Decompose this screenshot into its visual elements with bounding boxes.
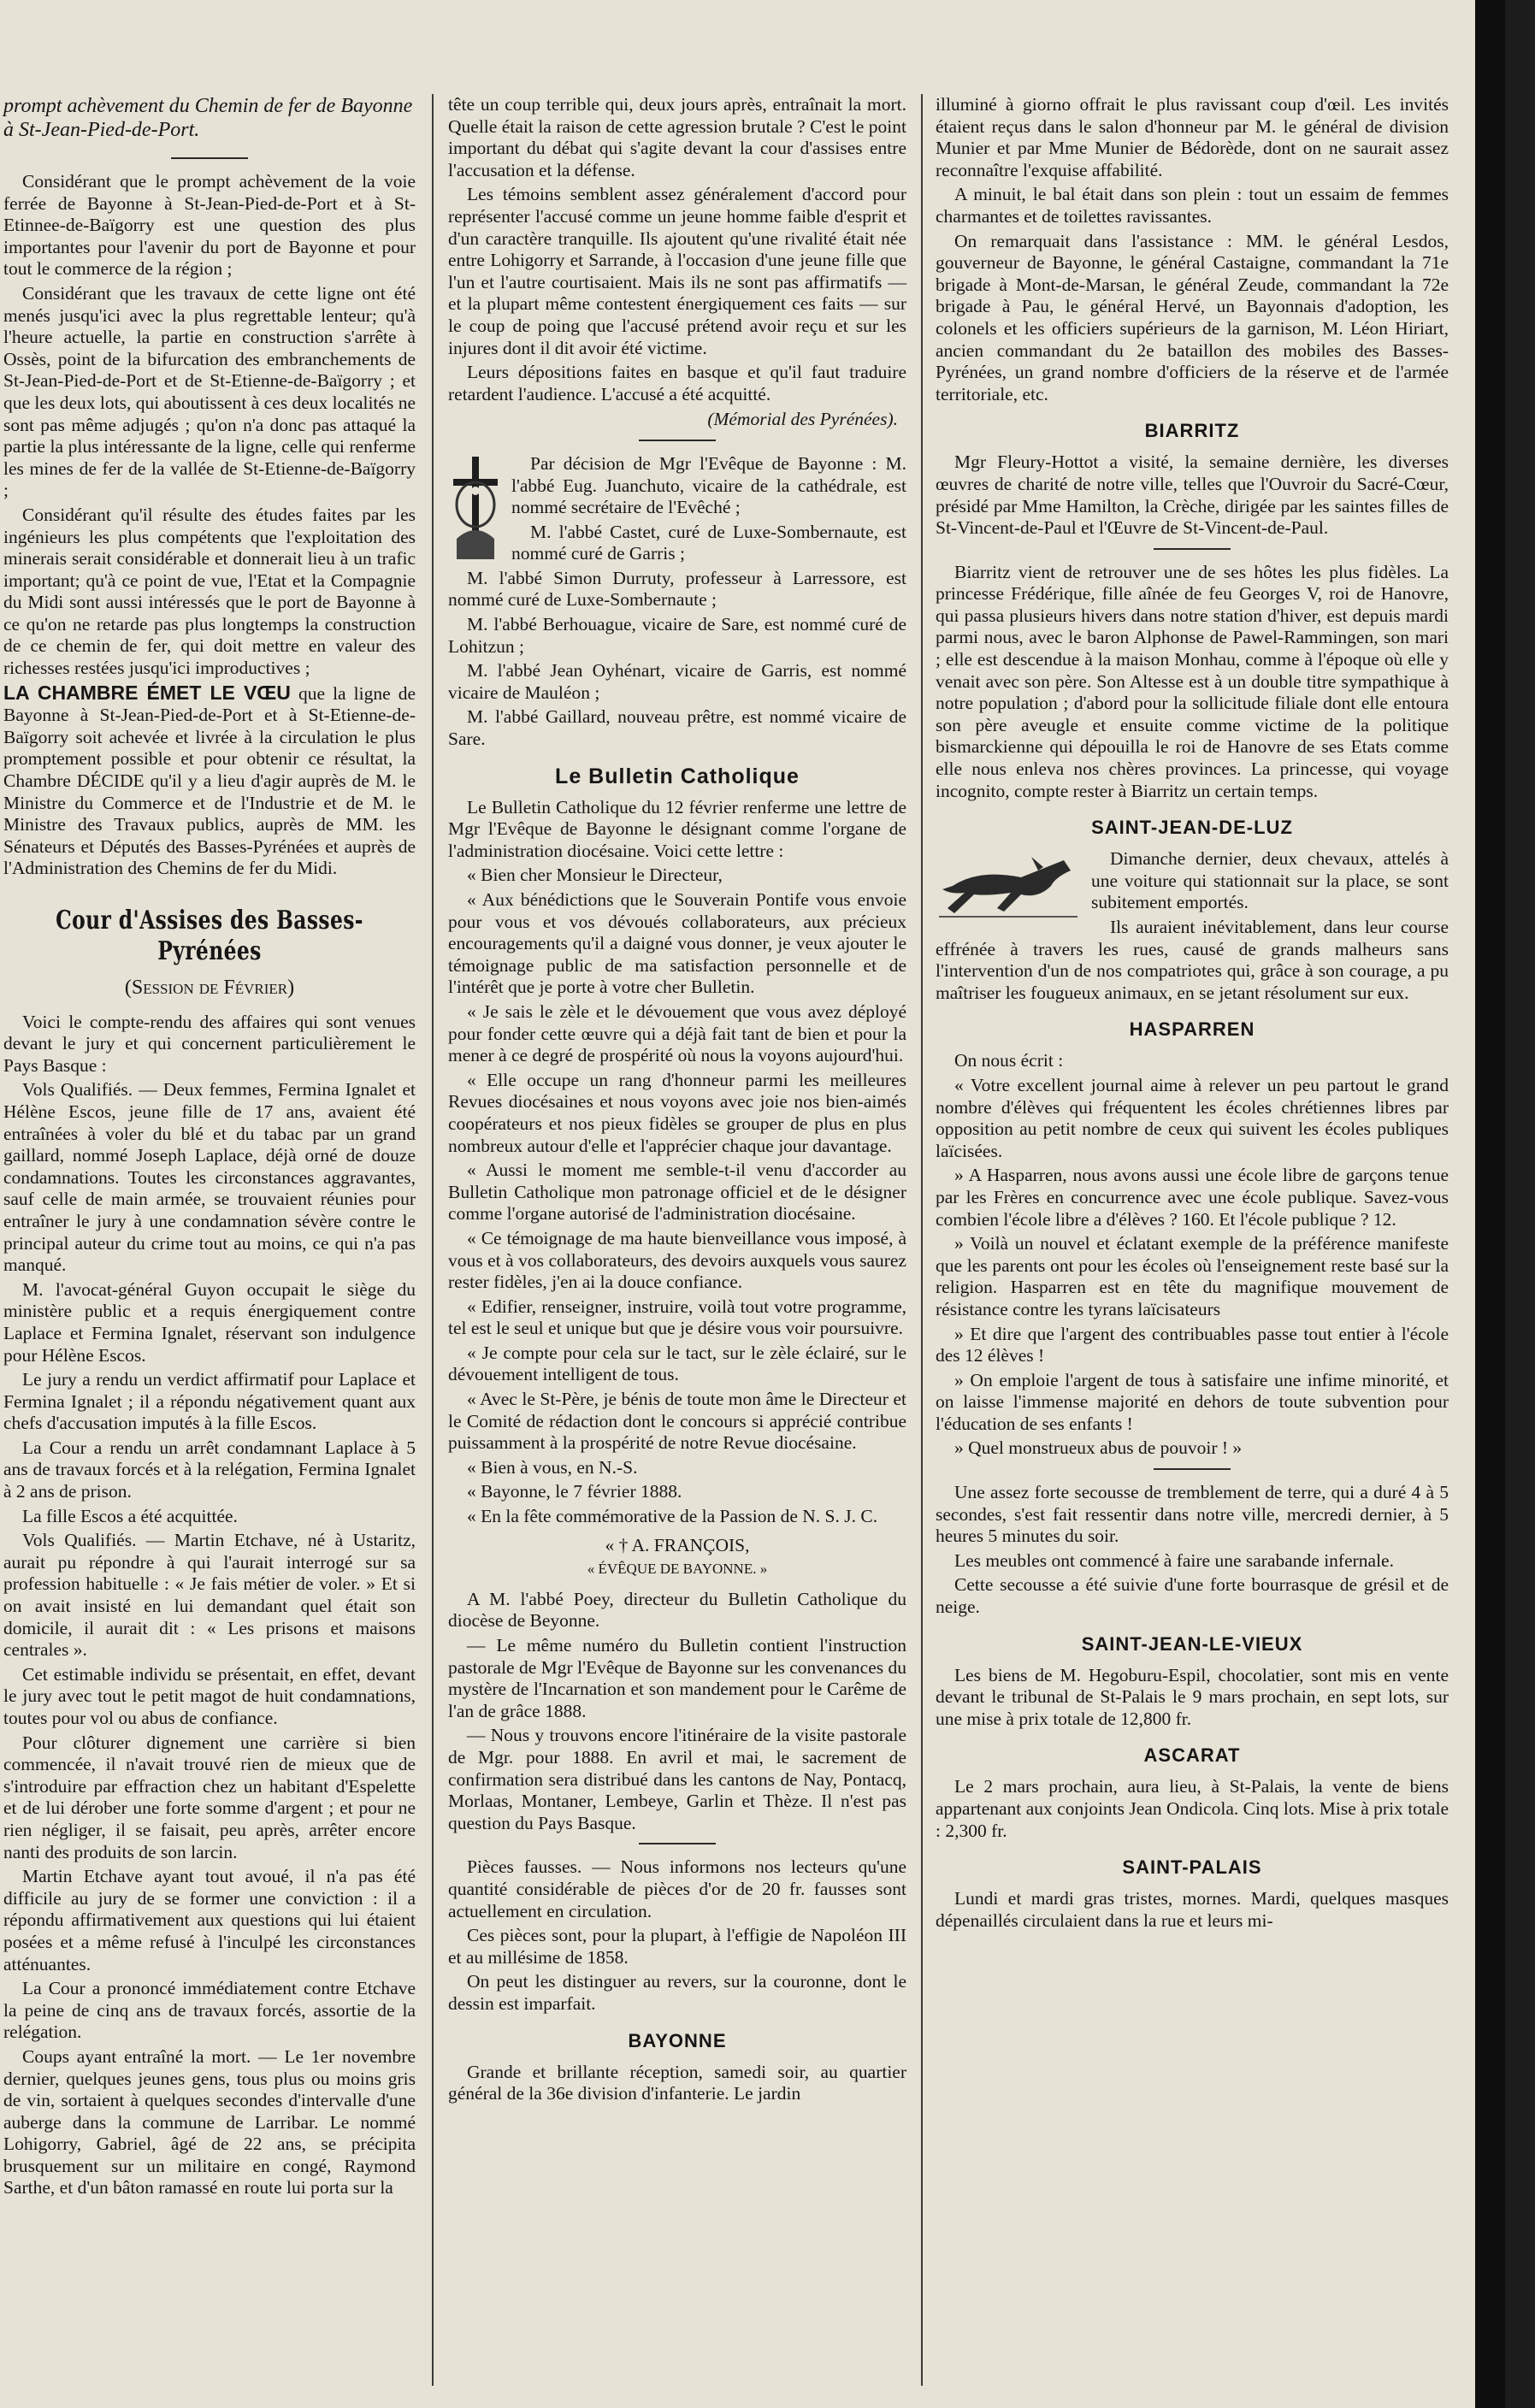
paragraph: « Avec le St-Père, je bénis de toute mon âme le Directeur et le Comité de rédaction dont le concours si apprécié contribue puissamment à la prospérité de notre Revue diocésaine. — [448, 1389, 906, 1454]
paragraph: M. l'abbé Jean Oyhénart, vicaire de Garris, est nommé vicaire de Mauléon ; — [448, 660, 906, 703]
voeu-text: que la ligne de Bayonne à St-Jean-Pied-de-Port et à St-Etienne-de-Baïgorry soit achevée et livrée à la circulation le plus promptement possible et pour obtenir ce résultat, la Chambre DÉCIDE qu'il y a lieu d'agir auprès de M. le Ministre du Commerce et de l'Industrie et de M. le Ministre des Travaux publics, auprès de MM. les Sénateurs et Députés des Basses-Pyrénées et auprès de l'Administration des Chemins de fer du Midi. — [3, 682, 416, 879]
separator — [1154, 1468, 1231, 1470]
paragraph: La fille Escos a été acquittée. — [22, 1505, 238, 1526]
paragraph: M. l'abbé Berhouague, vicaire de Sare, est nommé curé de Lohitzun ; — [448, 614, 906, 657]
section-title-ascarat: ASCARAT — [1143, 1744, 1241, 1767]
paragraph: » A Hasparren, nous avons aussi une école libre de garçons tenue par les Frères en concurrence avec une école publique. Savez-vous combien l'école libre a d'élèves ? 160. Et l'école publique ? 12. — [936, 1165, 1449, 1230]
page-edge — [1475, 0, 1505, 2408]
paragraph: « Bayonne, le 7 février 1888. — [467, 1481, 682, 1502]
paragraph: Dimanche dernier, deux chevaux, attelés à une voiture qui stationnait sur la place, se sont subitement emportés. — [1091, 848, 1449, 913]
separator — [1154, 548, 1231, 550]
separator — [639, 440, 716, 441]
paragraph: M. l'abbé Castet, curé de Luxe-Sombernaute, est nommé curé de Garris ; — [511, 521, 906, 564]
paragraph: Le jury a rendu un verdict affirmatif pour Laplace et Fermina Ignalet ; il a répondu négativement quant aux chefs d'accusation imputés à la fille Escos. — [3, 1369, 416, 1434]
separator — [639, 1843, 716, 1844]
paragraph: « Ce témoignage de ma haute bienveillance vous imposé, à vous et à vos collaborateurs, des devoirs auxquels vous saurez rester fidèles, j'en ai la douce confiance. — [448, 1227, 906, 1293]
paragraph: Biarritz vient de retrouver une de ses hôtes les plus fidèles. La princesse Frédérique, fille aînée de feu Georges V, roi de Hanovre, qui passa plusieurs hivers dans notre station d'hiver, est depuis mardi parmi nous, avec le baron Alphonse de Pawel-Rammingen, son mari ; elle est descendue à la maison Monhau, comme à l'époque où elle y venait avec son père. Son Altesse est à un double titre sympathique à notre population ; d'abord pour la sollicitude filiale dont elle entoura son père aveugle et ensuite comme victime de la politique bismarckienne qui dépouilla le roi de Hanovre de ses Etats comme elle nous enleva nos chères provinces. La princesse, qui voyage incognito, compte rester à Biarritz un certain temps. — [936, 561, 1449, 801]
paragraph: La Cour a rendu un arrêt condamnant Laplace à 5 ans de travaux forcés et à la relégation, Fermina Ignalet à 2 ans de prison. — [3, 1437, 416, 1502]
paragraph: Grande et brillante réception, samedi soir, au quartier général de la 36e division d'infanterie. Le jardin — [448, 2061, 906, 2104]
paragraph: A M. l'abbé Poey, directeur du Bulletin Catholique du diocèse de Beyonne. — [448, 1588, 906, 1632]
paragraph: Coups ayant entraîné la mort. — Le 1er novembre dernier, quelques jeunes gens, tous plus ou moins gris de vin, sortaient à quelques secondes d'intervalle d'une auberge dans la commune de Larribar. Le nommé Lohigorry, Gabriel, âgé de 22 ans, se précipita brusquement sur un militaire en congé, Raymond Sarthe, et d'un bâton ramassé en route lui porta sur la — [3, 2045, 416, 2198]
separator — [171, 157, 248, 159]
paragraph: » On emploie l'argent de tous à satisfaire une infime minorité, et on laisse l'immense majorité en dehors de toute subvention pour l'éducation de ses enfants ! — [936, 1369, 1449, 1434]
voeu-lead: LA CHAMBRE ÉMET LE VŒU — [3, 681, 291, 704]
horse-icon — [936, 852, 1081, 920]
paragraph: — Nous y trouvons encore l'itinéraire de la visite pastorale de Mgr. pour 1888. En avril et mai, le sacrement de confirmation sera distribué dans les cantons de Nay, Pontacq, Morlaas, Montaner, Lembeye, Garlin et Thèze. Il n'est pas question du Pays Basque. — [448, 1725, 906, 1833]
session-label: (Session de Février) — [124, 977, 295, 999]
paragraph: » Quel monstrueux abus de pouvoir ! » — [954, 1437, 1243, 1459]
column-rule — [921, 94, 923, 2386]
paragraph: — Le même numéro du Bulletin contient l'instruction pastorale de Mgr l'Evêque de Bayonne sur les convenances du mystère de l'Incarnation et son mandement pour le Carême de l'an de grâce 1888. — [448, 1635, 906, 1721]
source-credit: (Mémorial des Pyrénées). — [707, 409, 898, 430]
column-rule — [432, 94, 434, 2386]
paragraph: Mgr Fleury-Hottot a visité, la semaine dernière, les diverses œuvres de charité de notre ville, telles que l'Ouvroir du Sacré-Cœur, présidé par Mme Hamilton, la Crèche, dirigée par les saintes filles de St-Vincent-de-Paul et l'Œuvre de St-Vincent-de-Paul. — [936, 452, 1449, 539]
paragraph: » Et dire que l'argent des contribuables passe tout entier à l'école des 12 élèves ! — [936, 1323, 1449, 1366]
article-title-chemin: prompt achèvement du Chemin de fer de Bayonne à St-Jean-Pied-de-Port. — [3, 95, 413, 141]
paragraph: Considérant que le prompt achèvement de la voie ferrée de Bayonne à St-Jean-Pied-de-Port et à St-Etinnee-de-Baïgorry est une question des plus importantes pour l'avenir du port de Bayonne et pour tout le commerce de la région ; — [3, 171, 416, 280]
paragraph: Considérant que les travaux de cette ligne ont été menés jusqu'ici avec la plus regrettable lenteur; qu'à l'heure actuelle, la partie en construction s'arrête à Ossès, point de la bifurcation des embranchements de St-Jean-Pied-de-Port et de St-Etienne-de-Baïgorry ; et que les deux lots, qui aboutissent à ces deux localités ne sont pas même adjugés ; qu'on n'a donc pas attaqué la partie la plus intéressante de la ligne, celle qui renferme les mines de fer de la vallée de St-Etienne-de-Baïgorry ; — [3, 282, 416, 501]
paragraph: Les meubles ont commencé à faire une sarabande infernale. — [954, 1549, 1394, 1571]
paragraph: Les témoins semblent assez généralement d'accord pour représenter l'accusé comme un jeune homme faible d'esprit et d'un caractère tranquille. Ils ajoutent qu'une rivalité était née entre Lohigorry et Sarrande, à l'occasion d'une jeune fille que l'un et l'autre courtisaient. Mais ils ne sont pas affirmatifs — et la plupart même contestent énergiquement ces faits — sur le coup de poing que l'accusé prétend avoir reçu et sur les injures dont il dit avoir été victime. — [448, 184, 906, 358]
section-title-cour: Cour d'Assises des Basses-Pyrénées — [56, 906, 363, 966]
paragraph: « Elle occupe un rang d'honneur parmi les meilleures Revues diocésaines et nous voyons avec joie nos bien-aimés coopérateurs et nos pieux fidèles se grouper de plus en plus nombreux autour d'elle et l'apprécier chaque jour davantage. — [448, 1069, 906, 1156]
paragraph: « Bien cher Monsieur le Directeur, — [467, 865, 723, 886]
paragraph: M. l'abbé Simon Durruty, professeur à Larressore, est nommé curé de Luxe-Sombernaute ; — [448, 567, 906, 611]
paragraph: A minuit, le bal était dans son plein : tout un essaim de femmes charmantes et de toilettes ravissantes. — [936, 184, 1449, 227]
paragraph: » Voilà un nouvel et éclatant exemple de la préférence manifeste que les parents ont pour les écoles où l'enseignement reste basé sur la religion. Hasparren est en tête du magnifique mouvement de résistance contre les tyrans laïcisateurs — [936, 1233, 1449, 1319]
paragraph: tête un coup terrible qui, deux jours après, entraînait la mort. Quelle était la raison de cette agression brutale ? C'est le point important du débat qui s'agite devant la cour d'assises entre l'accusation et la défense. — [448, 94, 906, 180]
paragraph: Martin Etchave ayant tout avoué, il n'a pas été difficile au jury de se former une conviction : il a répondu affirmativement aux questions qui lui étaient posées et a même refusé à l'inculpé les circonstances atténuantes. — [3, 1866, 416, 1974]
paragraph: On nous écrit : — [954, 1050, 1064, 1071]
paragraph: Pour clôturer dignement une carrière si bien commencée, il n'avait trouvé rien de mieux que de s'introduire par effraction chez un habitant d'Espelette et de lui dérober une forte somme d'argent ; et pour ne rien négliger, il se faisait, peu après, arrêter encore nanti des produits de son larcin. — [3, 1732, 416, 1862]
signature: « † A. FRANÇOIS, — [605, 1534, 750, 1555]
section-title-hasparren: HASPARREN — [1129, 1018, 1255, 1041]
paragraph: La Cour a prononcé immédiatement contre Etchave la peine de cinq ans de travaux forcés, assortie de la relégation. — [3, 1978, 416, 2043]
section-title-bayonne: BAYONNE — [628, 2029, 727, 2051]
paragraph: Les biens de M. Hegoburu-Espil, chocolatier, sont mis en vente devant le tribunal de St-Palais le 9 mars prochain, en sept lots, sur une mise à prix totale de 12,800 fr. — [936, 1664, 1449, 1729]
paragraph: On peut les distinguer au revers, sur la couronne, dont le dessin est imparfait. — [448, 1971, 906, 2014]
paragraph: Cette secousse a été suivie d'une forte bourrasque de grésil et de neige. — [936, 1574, 1449, 1618]
paragraph: Une assez forte secousse de tremblement de terre, qui a duré 4 à 5 secondes, s'est fait ressentir dans notre ville, mercredi dernier, à 5 heures 5 minutes du soir. — [936, 1482, 1449, 1547]
section-title-biarritz: BIARRITZ — [1144, 420, 1240, 442]
paragraph: « Edifier, renseigner, instruire, voilà tout votre programme, tel est le seul et unique but que je désire vous voir poursuivre. — [448, 1295, 906, 1339]
paragraph: Cet estimable individu se présentait, en effet, devant le jury avec tout le petit magot de huit condamnations, toutes pour vol ou abus de confiance. — [3, 1663, 416, 1728]
paragraph: « Je compte pour cela sur le tact, sur le zèle éclairé, sur le dévouement intelligent de tous. — [448, 1342, 906, 1385]
paragraph: Le 2 mars prochain, aura lieu, à St-Palais, la vente de biens appartenant aux conjoints Jean Ondicola. Cinq lots. Mise à prix totale : 2,300 fr. — [936, 1776, 1449, 1841]
paragraph: « Aussi le moment me semble-t-il venu d'accorder au Bulletin Catholique mon patronage officiel et de le désigner comme l'organe autorisé de l'administration diocésaine. — [448, 1160, 906, 1225]
paragraph: Ces pièces sont, pour la plupart, à l'effigie de Napoléon III et au millésime de 1858. — [448, 1925, 906, 1968]
paragraph: M. l'avocat-général Guyon occupait le siège du ministère public et a requis énergiquement contre Laplace et Fermina Ignalet, réservant son indulgence pour Hélène Escos. — [3, 1278, 416, 1366]
paragraph: Voici le compte-rendu des affaires qui sont venues devant le jury et qui concernent particulièrement le Pays Basque : — [3, 1011, 416, 1076]
paragraph: « En la fête commémorative de la Passion de N. S. J. C. — [467, 1506, 878, 1527]
paragraph: Le Bulletin Catholique du 12 février renferme une lettre de Mgr l'Evêque de Bayonne le désignant comme l'organe de l'administration diocésaine. Voici cette lettre : — [448, 796, 906, 861]
paragraph: M. l'abbé Gaillard, nouveau prêtre, est nommé vicaire de Sare. — [448, 706, 906, 750]
paragraph: Considérant qu'il résulte des études faites par les ingénieurs les plus compétents que l'exploitation des minerais serait considérable et donnerait lieu à un trafic important; qu'à ce point de vue, l'Etat et la Compagnie du Midi sont aussi intéressés que le port de Bayonne à ce qu'on ne retarde pas plus longtemps la construction de ce chemin de fer, qui doit mettre en valeur des richesses restées jusqu'ici improductives ; — [3, 504, 416, 679]
paragraph: Lundi et mardi gras tristes, mornes. Mardi, quelques masques dépenaillés circulaient dans la rue et leurs mi- — [936, 1888, 1449, 1931]
decision-block — [448, 453, 906, 751]
paragraph: « Je sais le zèle et le dévouement que vous avez déployé pour fonder cette œuvre qui a déjà fait tant de bien et pour la mener à ce degré de prospérité où nous la voyons aujourd'hui. — [448, 1000, 906, 1066]
section-title-saint-jean-le-vieux: SAINT-JEAN-LE-VIEUX — [1081, 1632, 1303, 1655]
paragraph: Pièces fausses. — Nous informons nos lecteurs qu'une quantité considérable de pièces d'or de 20 fr. fausses sont actuellement en circulation. — [448, 1856, 906, 1921]
column-1 — [0, 94, 426, 2386]
column-3 — [927, 94, 1457, 2386]
paragraph: Leurs dépositions faites en basque et qu'il faut traduire retardent l'audience. L'accusé a été acquitté. — [448, 362, 906, 404]
column-2 — [440, 94, 915, 2386]
signature-title: « ÉVÊQUE DE BAYONNE. » — [587, 1561, 768, 1578]
paragraph: Par décision de Mgr l'Evêque de Bayonne : M. l'abbé Eug. Juanchuto, vicaire de la cathédrale, est nommé secrétaire de l'Evêché ; — [511, 452, 906, 518]
crucifix-icon — [448, 453, 503, 563]
paragraph: Ils auraient inévitablement, dans leur course effrénée à travers les rues, causé de grands malheurs sans l'intervention d'un de nos compatriotes qui, grâce à son courage, a pu maîtriser les fougueux animaux, en se jetant résolument sur eux. — [936, 917, 1449, 1003]
paragraph: « Bien à vous, en N.-S. — [467, 1456, 638, 1478]
section-title-bulletin: Le Bulletin Catholique — [555, 764, 800, 788]
paragraph: Vols Qualifiés. — Deux femmes, Fermina Ignalet et Hélène Escos, jeune fille de 17 ans, avaient été entraînées à voler du blé et du tabac par un grand gaillard, nommé Joseph Laplace, déjà orné de douze condamnations. Toutes les circonstances aggravantes, sauf celle de main armée, se trouvaient réunies pour entraîner le jury à une condamnation sévère contre le principal auteur du crime tout au moins, ce qui n'a pas manqué. — [3, 1079, 416, 1276]
voeu-paragraph — [3, 682, 416, 880]
paragraph: illuminé à giorno offrait le plus ravissant coup d'œil. Les invités étaient reçus dans le salon d'honneur par M. le général de division Munier et par Mme Munier de Bédorède, dont on ne saurait assez reconnaître l'exquise affabilité. — [936, 94, 1449, 180]
section-title-saint-palais: SAINT-PALAIS — [1122, 1856, 1262, 1879]
paragraph: Vols Qualifiés. — Martin Etchave, né à Ustaritz, aurait pu répondre à qui l'aurait interrogé sur sa profession habituelle : « Je fais métier de voler. » Et si on avait insisté en lui demandant quel était son domicile, il aurait dit : « Les prisons et maisons centrales ». — [3, 1530, 416, 1661]
section-title-saint-jean-de-luz: SAINT-JEAN-DE-LUZ — [1091, 817, 1293, 839]
paragraph: « Votre excellent journal aime à relever un peu partout le grand nombre d'élèves qui fréquentent les écoles chrétiennes libres par opposition au petit nombre de ceux qui suivent les écoles publiques laïcisées. — [936, 1074, 1449, 1161]
paragraph: « Aux bénédictions que le Souverain Pontife vous envoie pour vous et vos dévoués collaborateurs, aux précieux encouragements qu'il a daigné vous donner, je veux ajouter le témoignage public de ma satisfaction personnelle et de l'intérêt que je porte à votre cher Bulletin. — [448, 889, 906, 998]
paragraph: On remarquait dans l'assistance : MM. le général Lesdos, gouverneur de Bayonne, le général Castaigne, commandant la 71e brigade à Mont-de-Marsan, le général Zeude, commandant la 72e brigade à Pau, le général Hervé, un Bayonnais d'adoption, les colonels et les officiers supérieurs de la garnison, M. Léon Hiriart, ancien commandant du 2e bataillon des mobiles des Basses-Pyrénées, un grand nombre d'officiers de la réserve et de l'armée territoriale, etc. — [936, 230, 1449, 404]
